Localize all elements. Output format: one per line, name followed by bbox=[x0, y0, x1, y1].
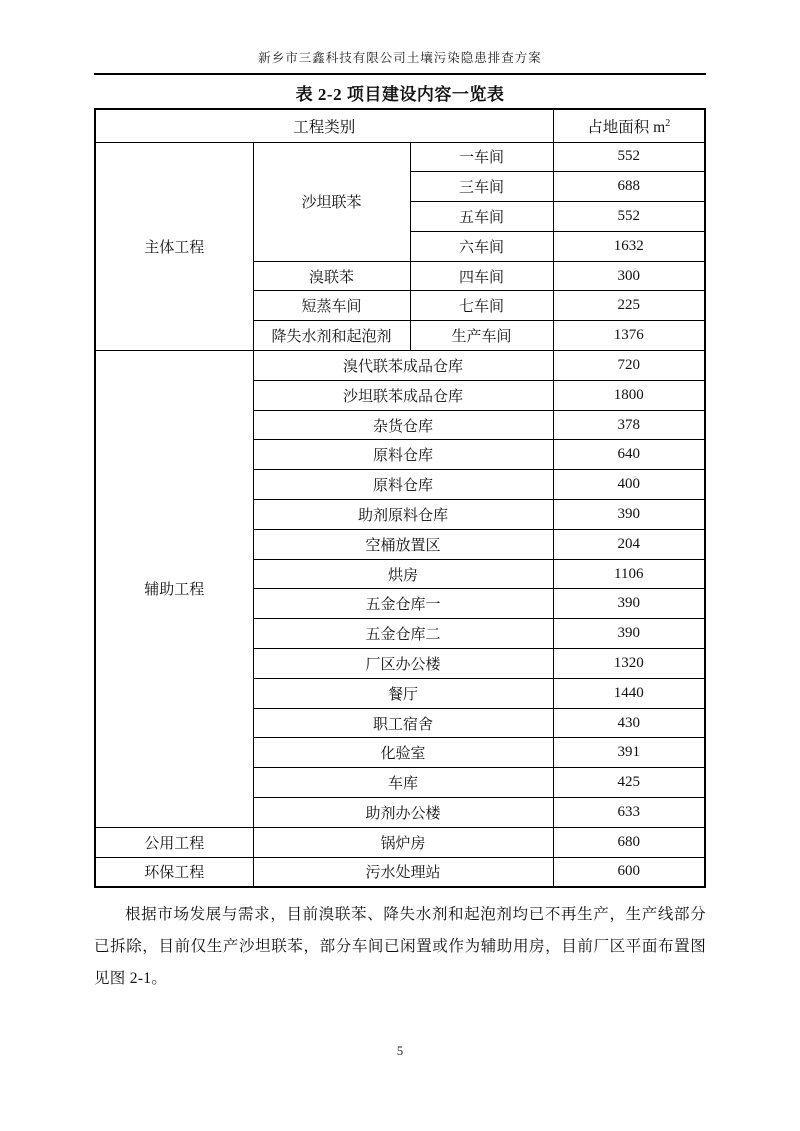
category-header-cell: 工程类别 bbox=[95, 109, 553, 142]
area-cell: 300 bbox=[553, 261, 705, 291]
facility-cell: 助剂原料仓库 bbox=[253, 500, 553, 530]
table-row bbox=[95, 827, 705, 857]
table-header-row bbox=[95, 109, 705, 142]
facility-cell: 污水处理站 bbox=[253, 857, 553, 887]
workshop-cell: 七车间 bbox=[410, 291, 553, 321]
category-cell: 环保工程 bbox=[95, 857, 253, 887]
facility-cell: 原料仓库 bbox=[253, 470, 553, 500]
facility-cell: 锅炉房 bbox=[253, 827, 553, 857]
document-header-title: 新乡市三鑫科技有限公司土壤污染隐患排查方案 bbox=[258, 51, 542, 65]
facility-cell: 空桶放置区 bbox=[253, 529, 553, 559]
category-cell: 主体工程 bbox=[95, 142, 253, 351]
workshop-cell: 四车间 bbox=[410, 261, 553, 291]
area-cell: 391 bbox=[553, 738, 705, 768]
facility-cell: 厂区办公楼 bbox=[253, 649, 553, 679]
area-cell: 400 bbox=[553, 470, 705, 500]
category-cell: 公用工程 bbox=[95, 827, 253, 857]
area-cell: 1632 bbox=[553, 231, 705, 261]
area-cell: 640 bbox=[553, 440, 705, 470]
facility-cell: 溴代联苯成品仓库 bbox=[253, 351, 553, 381]
facility-cell: 烘房 bbox=[253, 559, 553, 589]
area-cell: 1320 bbox=[553, 649, 705, 679]
area-header-cell bbox=[553, 109, 705, 142]
product-group-cell: 降失水剂和起泡剂 bbox=[253, 321, 410, 351]
workshop-cell: 生产车间 bbox=[410, 321, 553, 351]
area-cell: 633 bbox=[553, 798, 705, 828]
area-cell: 390 bbox=[553, 619, 705, 649]
area-cell: 425 bbox=[553, 768, 705, 798]
area-cell: 378 bbox=[553, 410, 705, 440]
facility-cell: 餐厅 bbox=[253, 678, 553, 708]
area-cell: 600 bbox=[553, 857, 705, 887]
area-cell: 552 bbox=[553, 142, 705, 172]
workshop-cell: 六车间 bbox=[410, 231, 553, 261]
table-row bbox=[95, 857, 705, 887]
area-cell: 1800 bbox=[553, 380, 705, 410]
area-cell: 204 bbox=[553, 529, 705, 559]
page-content bbox=[94, 0, 706, 995]
table-row bbox=[95, 351, 705, 381]
product-group-cell: 沙坦联苯 bbox=[253, 142, 410, 261]
area-cell: 390 bbox=[553, 500, 705, 530]
area-cell: 1440 bbox=[553, 678, 705, 708]
area-header-superscript: 2 bbox=[665, 117, 671, 129]
product-group-cell: 溴联苯 bbox=[253, 261, 410, 291]
category-cell: 辅助工程 bbox=[95, 351, 253, 828]
area-cell: 225 bbox=[553, 291, 705, 321]
area-cell: 390 bbox=[553, 589, 705, 619]
page-number: 5 bbox=[396, 1044, 404, 1058]
area-cell: 1376 bbox=[553, 321, 705, 351]
project-construction-table bbox=[94, 108, 706, 888]
facility-cell: 五金仓库一 bbox=[253, 589, 553, 619]
area-cell: 720 bbox=[553, 351, 705, 381]
facility-cell: 职工宿舍 bbox=[253, 708, 553, 738]
area-cell: 680 bbox=[553, 827, 705, 857]
area-header-label: 占地面积 m bbox=[587, 118, 666, 136]
facility-cell: 沙坦联苯成品仓库 bbox=[253, 380, 553, 410]
table-title: 表 2-2 项目建设内容一览表 bbox=[295, 85, 505, 104]
area-cell: 430 bbox=[553, 708, 705, 738]
facility-cell: 杂货仓库 bbox=[253, 410, 553, 440]
facility-cell: 原料仓库 bbox=[253, 440, 553, 470]
body-paragraph: 根据市场发展与需求，目前溴联苯、降失水剂和起泡剂均已不再生产，生产线部分已拆除，目前仅生产沙坦联苯，部分车间已闲置或作为辅助用房，目前厂区平面布置图见图 2-1。 bbox=[94, 905, 706, 987]
product-group-cell: 短蒸车间 bbox=[253, 291, 410, 321]
workshop-cell: 五车间 bbox=[410, 202, 553, 232]
facility-cell: 化验室 bbox=[253, 738, 553, 768]
header-divider bbox=[94, 73, 706, 75]
area-cell: 1106 bbox=[553, 559, 705, 589]
facility-cell: 车库 bbox=[253, 768, 553, 798]
table-row bbox=[95, 142, 705, 172]
area-cell: 552 bbox=[553, 202, 705, 232]
area-cell: 688 bbox=[553, 172, 705, 202]
workshop-cell: 三车间 bbox=[410, 172, 553, 202]
workshop-cell: 一车间 bbox=[410, 142, 553, 172]
facility-cell: 助剂办公楼 bbox=[253, 798, 553, 828]
facility-cell: 五金仓库二 bbox=[253, 619, 553, 649]
